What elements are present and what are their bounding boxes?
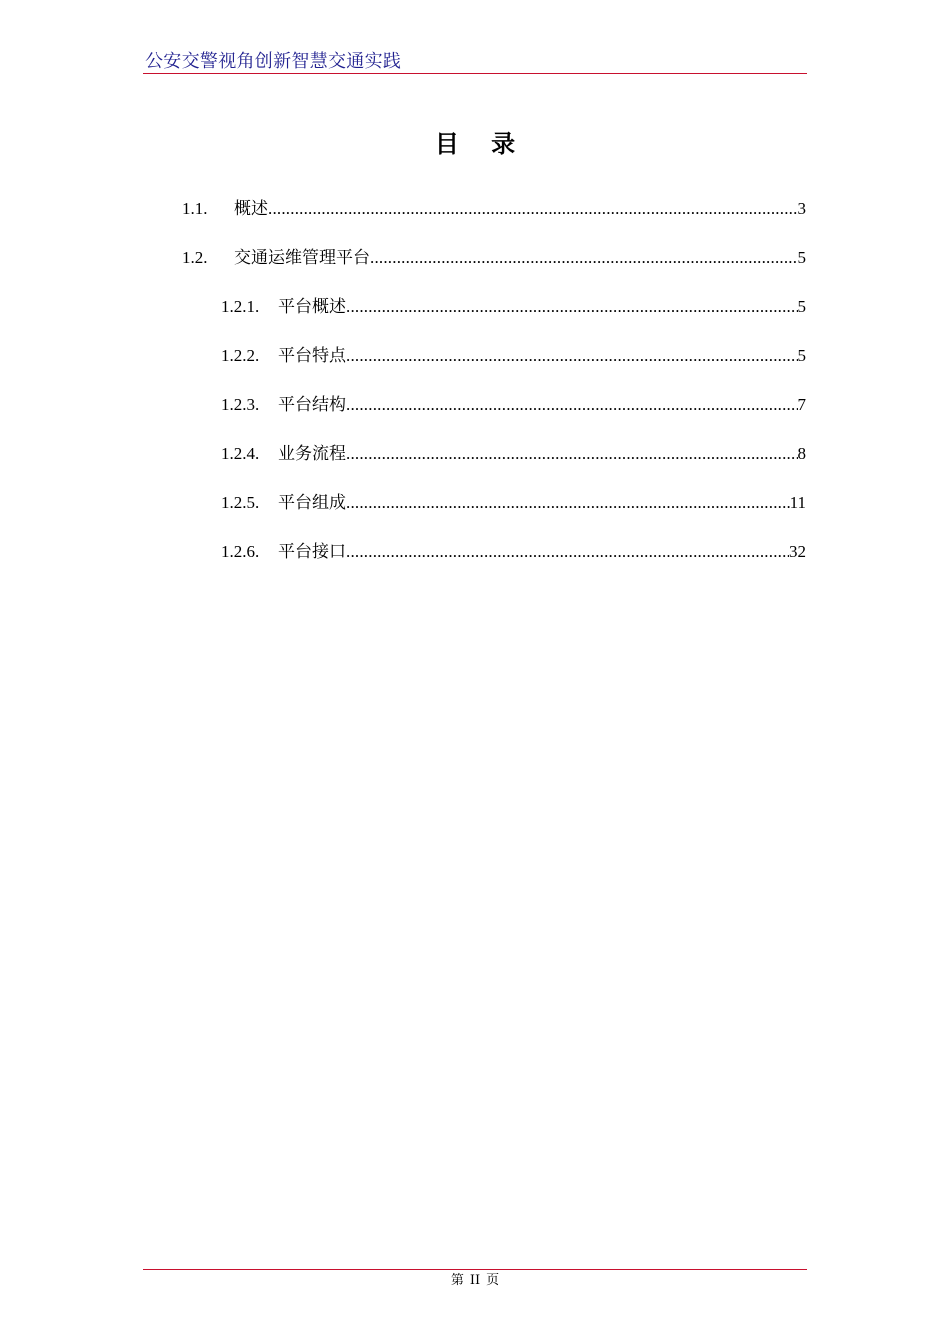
- toc-entry-number: 1.2.6.: [221, 542, 260, 561]
- footer-prefix: 第: [450, 1273, 464, 1288]
- toc-entry-page: 5: [797, 297, 806, 316]
- toc-entry-title: 平台结构: [278, 395, 346, 415]
- toc-dot-leader: [346, 295, 798, 319]
- page-footer: [0, 1272, 950, 1290]
- toc-entry-number: 1.2.5.: [221, 493, 260, 512]
- toc-entry-title: 交通运维管理平台: [234, 248, 370, 268]
- toc-entry-1-2-4[interactable]: [221, 442, 806, 466]
- toc-dot-leader: [346, 491, 790, 515]
- toc-dot-leader: [346, 540, 789, 564]
- toc-entry-1-2-5[interactable]: [221, 491, 806, 515]
- toc-entry-page: 5: [797, 248, 806, 267]
- toc-entry-title: 概述: [234, 199, 268, 219]
- toc-entry-title: 平台概述: [278, 297, 346, 317]
- toc-entry-number: 1.2.: [182, 248, 208, 267]
- toc-entry-1-2-1[interactable]: [221, 295, 806, 319]
- toc-entry-1-2[interactable]: [182, 246, 806, 270]
- footer-suffix: 页: [486, 1273, 500, 1288]
- toc-dot-leader: [346, 344, 798, 368]
- toc-entry-page: 3: [797, 199, 806, 218]
- toc-entry-number: 1.2.4.: [221, 444, 260, 463]
- toc-entry-1-2-6[interactable]: [221, 540, 806, 564]
- toc-entry-number: 1.2.3.: [221, 395, 260, 414]
- toc-entry-1-2-2[interactable]: [221, 344, 806, 368]
- running-header-title: 公安交警视角创新智慧交通实践: [145, 51, 402, 72]
- footer-page-number: II: [469, 1273, 481, 1288]
- toc-entry-number: 1.1.: [182, 199, 208, 218]
- table-of-contents: [0, 0, 950, 600]
- toc-dot-leader: [346, 393, 798, 417]
- toc-entry-title: 平台接口: [278, 542, 346, 562]
- toc-entry-title: 平台组成: [278, 493, 346, 513]
- toc-entry-page: 7: [797, 395, 806, 414]
- toc-entry-page: 8: [797, 444, 806, 463]
- toc-entry-number: 1.2.1.: [221, 297, 260, 316]
- toc-entry-title: 业务流程: [278, 444, 346, 464]
- toc-entry-page: 11: [789, 493, 806, 512]
- toc-dot-leader: [346, 442, 798, 466]
- toc-heading: 目 录: [434, 130, 528, 158]
- toc-entry-page: 32: [789, 542, 806, 561]
- toc-entry-page: 5: [797, 346, 806, 365]
- footer-divider: [143, 1269, 807, 1270]
- toc-entry-number: 1.2.2.: [221, 346, 260, 365]
- toc-entry-title: 平台特点: [278, 346, 346, 366]
- toc-entry-1-2-3[interactable]: [221, 393, 806, 417]
- toc-dot-leader: [268, 197, 798, 221]
- toc-dot-leader: [370, 246, 798, 270]
- toc-entry-1-1[interactable]: [182, 197, 806, 221]
